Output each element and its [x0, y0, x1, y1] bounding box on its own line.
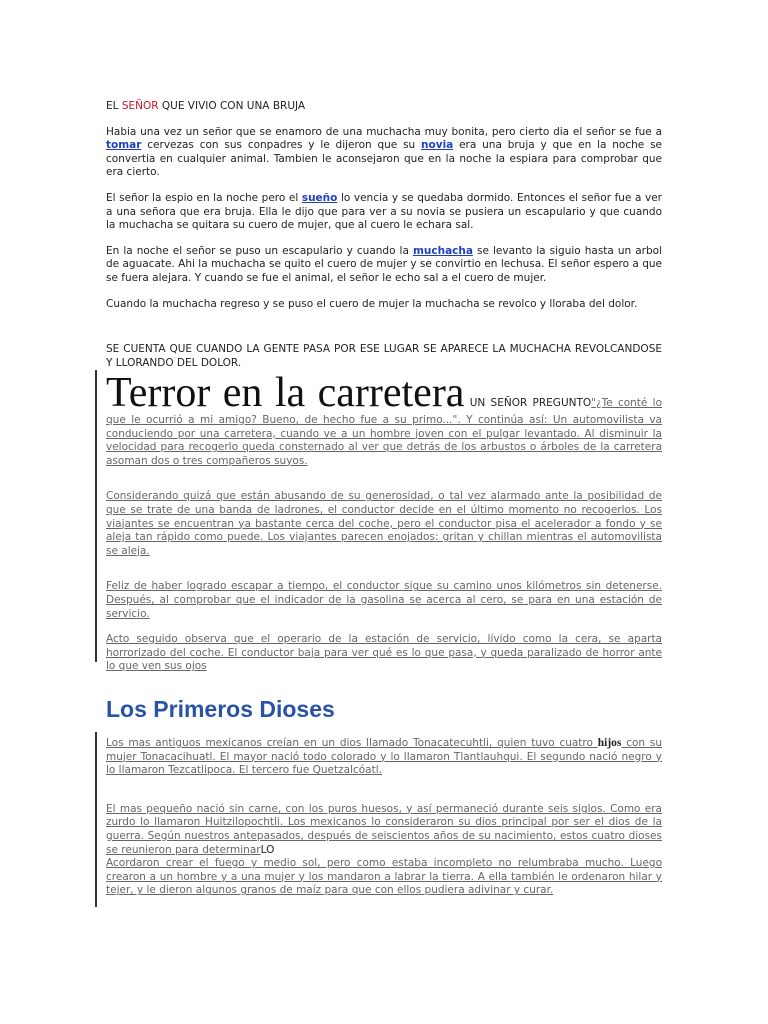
keyword-link-muchacha[interactable]: muchacha [412, 244, 473, 257]
story-dioses-body [106, 737, 662, 898]
title-highlight: SEÑOR [121, 100, 159, 112]
story-title: Terror en la carretera [106, 370, 465, 416]
story-dioses [106, 696, 662, 723]
paragraph: El señor la espio en la noche pero el sueño lo vencia y se quedaba dormido. Entonces el señor fue a ver a una señora que era bruja. Ella le dijo que para ver a su novia se pusiera un escapulario y que cuando la muchacha se quitara su cuero de mujer, que al cuero le echara sal. [106, 191, 662, 232]
left-border-bar [95, 370, 97, 662]
section-heading: Los Primeros Dioses [106, 696, 335, 722]
keyword-hijos: hijos [597, 737, 622, 749]
paragraph: Los mas antiguos mexicanos creían en un dios llamado Tonacatecuhtli, quien tuvo cuatro hijos con su mujer Tonacacihuatl. El mayor nació todo colorado y lo llamaron Tlantlauhqui. El segundo nació negro y lo llamaron Tezcatlipoca. El tercero fue Quetzalcóatl. [106, 737, 663, 777]
keyword-link-tomar[interactable]: tomar [106, 139, 142, 152]
paragraph[interactable]: Acordaron crear el fuego y medio sol, pero como estaba incompleto no relumbraba mucho. Luego crearon a un hombre y a una mujer y los mandaron a labrar la tierra. A ella también le ordenaron hilar y tejer, y le dieron algunos granos de maíz para que con ellos pudiera adivinar y curar. [106, 857, 662, 897]
paragraph: Habia una vez un señor que se enamoro de una muchacha muy bonita, pero cierto dia el señor se fue a tomar cervezas con sus conpadres y le dijeron que su novia era una bruja y que en la noche se convertia en cualquier animal. Tambien le aconsejaron que en la noche la espiara para comprobar que era cierto. [106, 125, 663, 179]
paragraph: Cuando la muchacha regreso y se puso el cuero de mujer la muchacha se revolco y lloraba del dolor. [106, 297, 638, 310]
story-bruja [106, 100, 662, 370]
keyword-link-sueno[interactable]: sueño [301, 191, 338, 204]
keyword-link-novia[interactable]: novia [421, 139, 454, 152]
paragraph[interactable]: Acto seguido observa que el operario de la estación de servicio, lívido como la cera, se aparta horrorizado del coche. El conductor baja para ver qué es lo que pasa, y queda paralizado de horror ante lo que ven sus ojos [106, 633, 662, 673]
trailing-caps: LO [260, 843, 275, 856]
paragraph-caps: SE CUENTA QUE CUANDO LA GENTE PASA POR ESE LUGAR SE APARECE LA MUCHACHA REVOLCANDOSE Y LLORANDO DEL DOLOR. [106, 343, 662, 369]
story-text-link[interactable]: "¿Te conté lo que le ocurrió a mi amigo? Bueno, de hecho fue a su primo...". Y continúa así: Un automovilista va conduciendo por una carretera, cuando ve a un hombre joven con el pulgar levantado. Al disminuir la velocidad para recogerlo queda consternado al ver que detrás de los arbustos o árboles de la carretera asoman dos o tres compañeros suyos. [106, 397, 662, 467]
paragraph[interactable]: Feliz de haber logrado escapar a tiempo, el conductor sigue su camino unos kilómetros sin detenerse. Después, al comprobar que el indicador de la gasolina se acerca al cero, se para en una estación de servicio. [106, 580, 662, 620]
paragraph: En la noche el señor se puso un escapulario y cuando la muchacha se levanto la siguio hasta un arbol de aguacate. Ahi la muchacha se quito el cuero de mujer y se convirtio en lechusa. El señor espero a que se fuera alejara. Y cuando se fue el animal, el señor le echo sal a el cuero de mujer. [106, 244, 662, 284]
keyword-link-determinar[interactable]: determinar [202, 843, 261, 856]
paragraph[interactable]: Considerando quizá que están abusando de su generosidad, o tal vez alarmado ante la posibilidad de que se trate de una banda de ladrones, el conductor decide en el último momento no recogerlos. Los viajantes se encuentran ya bastante cerca del coche, pero el conductor pisa el acelerador a fondo y se aleja tan rápido como puede. Los viajantes parecen enojados: gritan y chillan mientras el automovilista se aleja. [106, 490, 662, 557]
story-terror [106, 372, 662, 674]
lead-caps: UN SEÑOR PREGUNTO [464, 397, 592, 409]
paragraph: El mas pequeño nació sin carne, con los puros huesos, y así permaneció durante seis siglos. Como era zurdo lo llamaron Huitzilopochtli. Los mexicanos lo consideraron su dios principal por ser el dios de la guerra. Según nuestros antepasados, después de seiscientos años de su nacimiento, estos cuatro dioses se reunieron para determinarLO [106, 802, 662, 856]
left-border-bar [95, 732, 97, 907]
paragraph [106, 372, 662, 468]
title-text: EL [106, 100, 122, 112]
title-text: QUE VIVIO CON UNA BRUJA [158, 100, 306, 112]
story-title [106, 100, 662, 114]
